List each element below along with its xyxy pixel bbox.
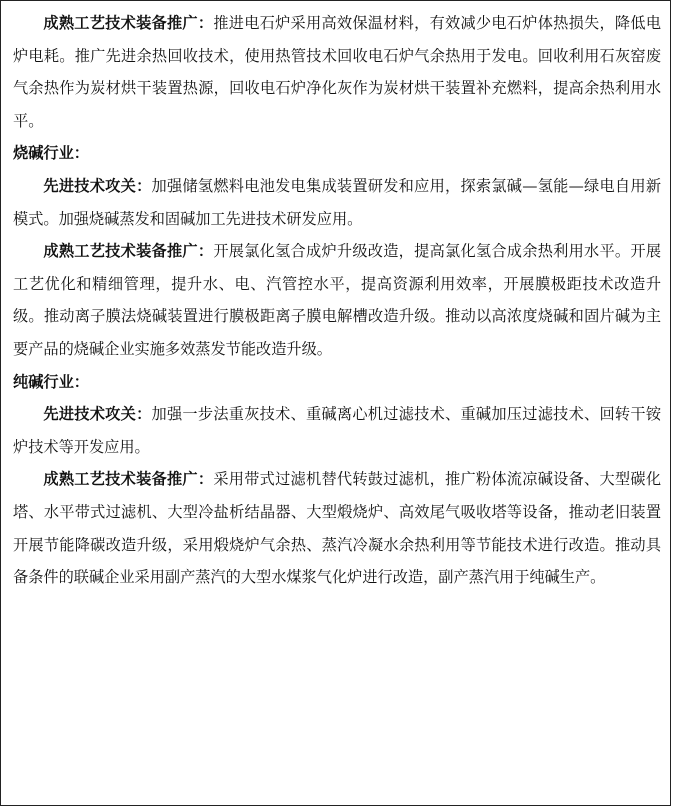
paragraph-text: 采用带式过滤机替代转鼓过滤机，推广粉体流凉碱设备、大型碳化塔、水平带式过滤机、大型冷盐析结晶器、大型煅烧炉、高效尾气吸收塔等设备，推动老旧装置开展节能降碳改造升级，采用煅烧炉气余热、蒸汽冷凝水余热利用等节能技术进行改造。推动具备条件的联碱企业采用副产蒸汽的大型水煤浆气化炉进行改造，副产蒸汽用于纯碱生产。 bbox=[13, 470, 662, 587]
paragraph-soda-equipment bbox=[13, 463, 661, 593]
paragraph-text: 推进电石炉采用高效保温材料，有效减少电石炉体热损失，降低电炉电耗。推广先进余热回收技术，使用热管技术回收电石炉气余热用于发电。回收利用石灰窑废气余热作为炭材烘干装置热源，回收电石炉净化灰作为炭材烘干装置补充燃料，提高余热利用水平。 bbox=[13, 14, 662, 130]
paragraph-carbide-equipment bbox=[13, 7, 661, 137]
paragraph-lead: 成熟工艺技术装备推广： bbox=[43, 14, 214, 32]
paragraph-lead: 先进技术攻关： bbox=[43, 176, 152, 195]
paragraph-text: 加强一步法重灰技术、重碱离心机过滤技术、重碱加压过滤技术、回转干铵炉技术等开发应用。 bbox=[13, 405, 662, 456]
section-heading-caustic-soda: 烧碱行业： bbox=[13, 144, 89, 163]
paragraph-text: 加强储氢燃料电池发电集成装置研发和应用，探索氯碱—氢能—绿电自用新模式。加强烧碱蒸发和固碱加工先进技术研发应用。 bbox=[13, 176, 662, 228]
paragraph-lead: 先进技术攻关： bbox=[43, 405, 152, 424]
section-heading-soda-ash: 纯碱行业： bbox=[13, 372, 89, 391]
paragraph-lead: 成熟工艺技术装备推广： bbox=[43, 242, 214, 261]
paragraph-lead: 成熟工艺技术装备推广： bbox=[43, 470, 214, 489]
paragraph-text: 开展氯化氢合成炉升级改造，提高氯化氢合成余热利用水平。开展工艺优化和精细管理，提升水、电、汽管控水平，提高资源利用效率，开展膜极距技术改造升级。推动离子膜法烧碱装置进行膜极距离子膜电解槽改造升级。推动以高浓度烧碱和固片碱为主要产品的烧碱企业实施多效蒸发节能改造升级。 bbox=[13, 242, 662, 358]
paragraph-caustic-tech bbox=[13, 170, 661, 235]
paragraph-caustic-equipment bbox=[13, 235, 661, 365]
document-body bbox=[13, 7, 661, 594]
paragraph-soda-tech bbox=[13, 398, 661, 463]
